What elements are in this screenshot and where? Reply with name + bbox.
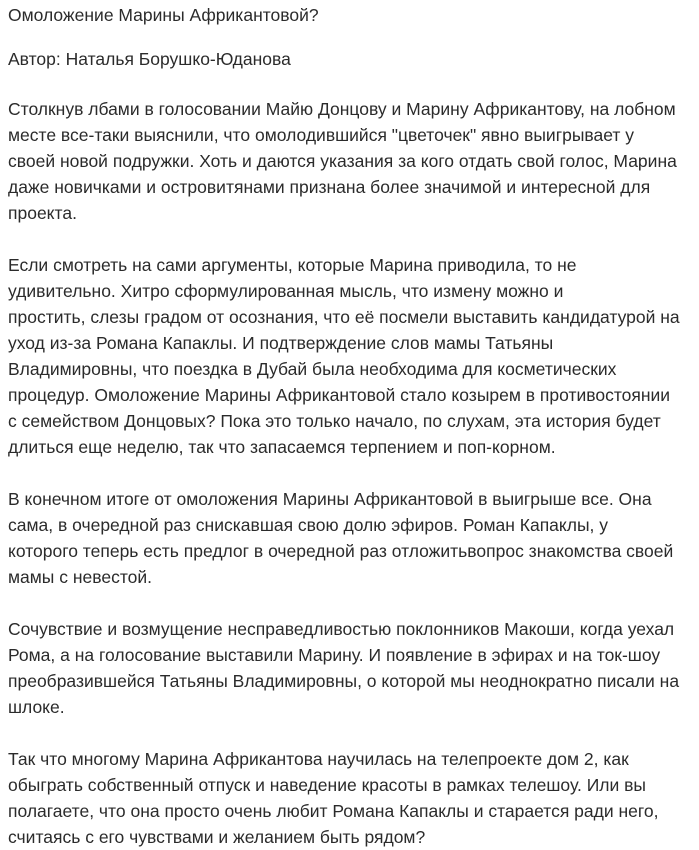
paragraph-line: Сочувствие и возмущение несправедливостью поклонников Макоши, когда уехал bbox=[8, 619, 675, 639]
paragraph-line: Рома, а на голосование выставили Марину. И появление в эфирах и на ток-шоу bbox=[8, 645, 661, 665]
paragraph-line: обыграть собственный отпуск и наведение красоты в рамках телешоу. Или вы bbox=[8, 775, 646, 795]
paragraph-line: шлоке. bbox=[8, 697, 65, 717]
paragraph-line: считаясь с его чувствами и желанием быть рядом? bbox=[8, 827, 426, 847]
paragraph-line: удивительно. Хитро сформулированная мысль, что измену можно и bbox=[8, 281, 564, 301]
article-paragraph bbox=[8, 486, 691, 590]
paragraph-line: Владимировны, что поездка в Дубай была необходима для косметических bbox=[8, 359, 617, 379]
paragraph-line: Столкнув лбами в голосовании Майю Донцову и Марину Африкантову, на лобном bbox=[8, 99, 676, 119]
article-paragraph bbox=[8, 252, 691, 460]
article-paragraph bbox=[8, 746, 691, 850]
paragraph-line: с семейством Донцовых? Пока это только начало, по слухам, эта история будет bbox=[8, 411, 661, 431]
paragraph-line: которого теперь есть предлог в очередной раз отложитьвопрос знакомства своей bbox=[8, 541, 674, 561]
paragraph-line: сама, в очередной раз снискавшая свою долю эфиров. Роман Капаклы, у bbox=[8, 515, 609, 535]
paragraph-line: простить, слезы градом от осознания, что её посмели выставить кандидатурой на bbox=[8, 307, 680, 327]
paragraph-line: длиться еще неделю, так что запасаемся терпением и поп-корном. bbox=[8, 437, 556, 457]
article-author: Автор: Наталья Борушко-Юданова bbox=[8, 49, 291, 69]
paragraph-line: проекта. bbox=[8, 203, 77, 223]
paragraph-line: своей новой подружки. Хоть и даются указания за кого отдать свой голос, Марина bbox=[8, 151, 677, 171]
paragraph-line: Если смотреть на сами аргументы, которые Марина приводила, то не bbox=[8, 255, 577, 275]
paragraph-line: месте все-таки выяснили, что омолодившийся "цветочек" явно выигрывает у bbox=[8, 125, 635, 145]
article-paragraph bbox=[8, 616, 691, 720]
paragraph-line: Так что многому Марина Африкантова научилась на телепроекте дом 2, как bbox=[8, 749, 629, 769]
paragraph-line: процедур. Омоложение Марины Африкантовой стало козырем в противостоянии bbox=[8, 385, 671, 405]
article-paragraph bbox=[8, 96, 691, 226]
paragraph-line: полагаете, что она просто очень любит Романа Капаклы и старается ради него, bbox=[8, 801, 659, 821]
paragraph-line: мамы с невестой. bbox=[8, 567, 153, 587]
article-title: Омоложение Марины Африкантовой? bbox=[8, 5, 319, 25]
paragraph-line: уход из-за Романа Капаклы. И подтверждение слов мамы Татьяны bbox=[8, 333, 554, 353]
paragraph-line: преобразившейся Татьяны Владимировны, о которой мы неоднократно писали на bbox=[8, 671, 680, 691]
paragraph-line: даже новичками и островитянами признана более значимой и интересной для bbox=[8, 177, 651, 197]
paragraph-line: В конечном итоге от омоложения Марины Африкантовой в выигрыше все. Она bbox=[8, 489, 652, 509]
